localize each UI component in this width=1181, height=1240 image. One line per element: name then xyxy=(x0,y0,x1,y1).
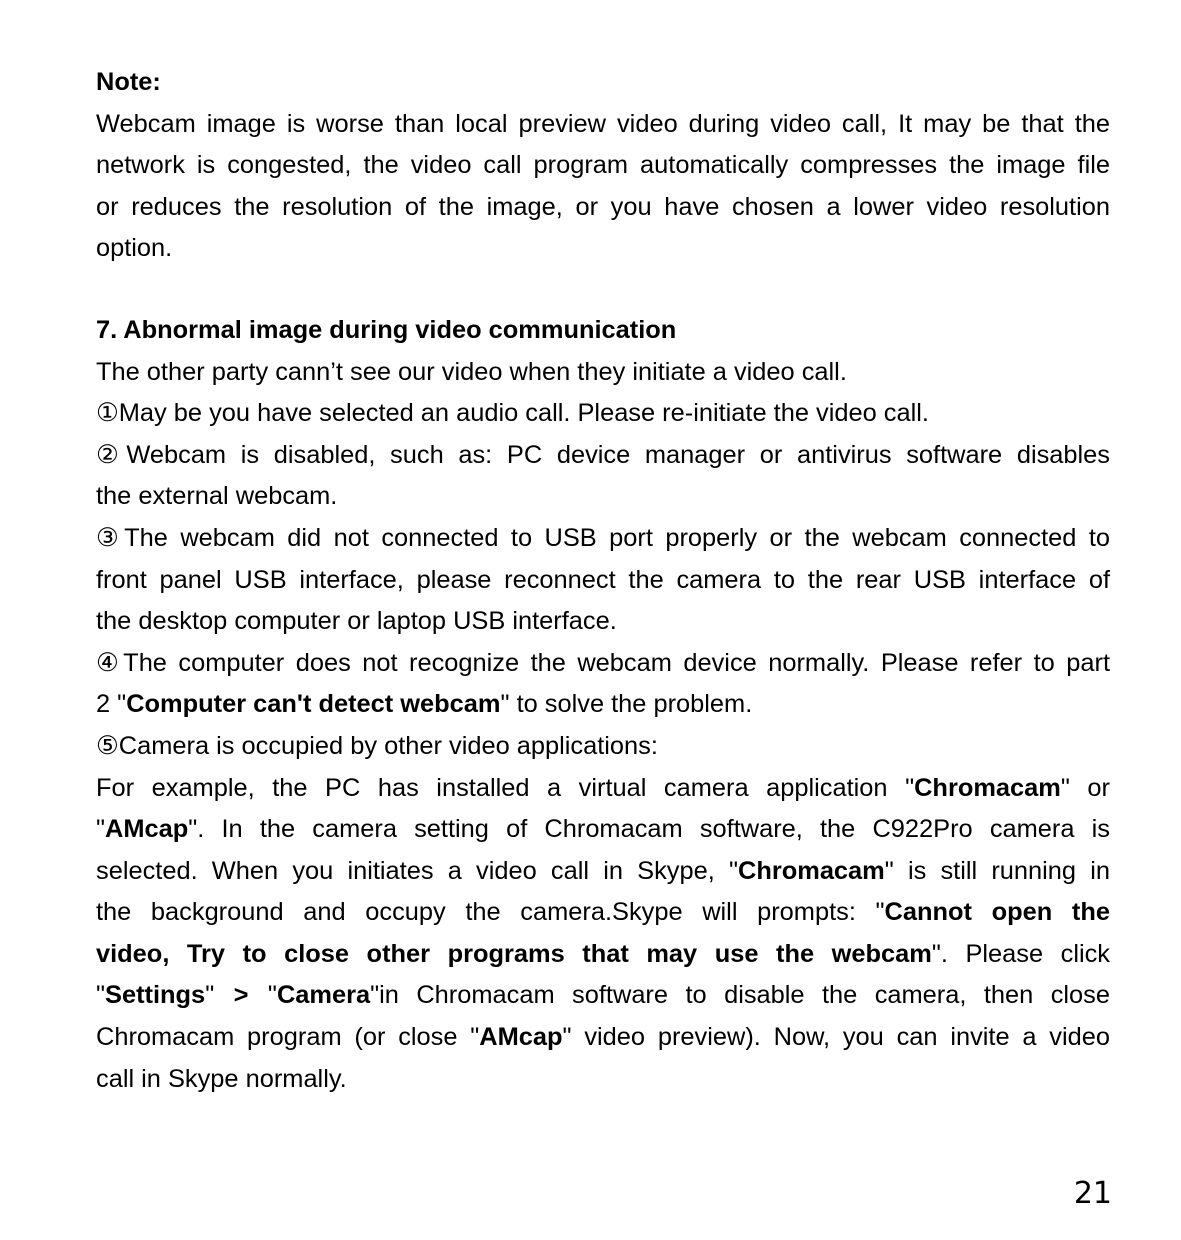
emphasis-text: video, Try to close other programs that may use the webcam xyxy=(96,939,932,968)
note-line-1: Webcam image is worse than local preview video during video call, It may be that the xyxy=(96,109,1110,138)
list-item-4-line-2: 2 "Computer can't detect webcam" to solve the problem. xyxy=(96,690,753,719)
emphasis-text: Cannot open the xyxy=(884,898,1110,927)
list-item-5-intro: ⑤Camera is occupied by other video applications: xyxy=(96,731,658,760)
emphasis-text: AMcap xyxy=(479,1023,563,1052)
list-item-4-line-1: ④The computer does not recognize the webcam device normally. Please refer to part xyxy=(96,648,1110,677)
emphasis-text: AMcap xyxy=(105,815,189,844)
emphasis-text: Computer can't detect webcam xyxy=(126,690,501,719)
example-line-6: "Settings" > "Camera"in Chromacam software to disable the camera, then close xyxy=(96,975,1110,1017)
emphasis-text: Chromacam xyxy=(914,773,1061,802)
page-number: 21 xyxy=(1073,1176,1112,1211)
arrow-separator: > xyxy=(233,981,249,1010)
emphasis-text: Chromacam xyxy=(738,856,885,885)
list-item-3-line-1: ③The webcam did not connected to USB port properly or the webcam connected to xyxy=(96,523,1110,552)
list-item-3-line-2: front panel USB interface, please reconnect the camera to the rear USB interface of xyxy=(96,565,1110,594)
section-intro: The other party cann’t see our video when they initiate a video call. xyxy=(96,357,847,386)
note-title: Note: xyxy=(96,68,161,96)
example-line-2: "AMcap". In the camera setting of Chromacam software, the C922Pro camera is xyxy=(96,815,1110,844)
document-page xyxy=(96,62,1110,1100)
example-line-1: For example, the PC has installed a virtual camera application "Chromacam" or xyxy=(96,773,1110,802)
emphasis-text: Camera xyxy=(276,981,371,1010)
note-line-2: network is congested, the video call program automatically compresses the image file xyxy=(96,151,1110,180)
example-line-7: Chromacam program (or close "AMcap" video preview). Now, you can invite a video xyxy=(96,1023,1110,1052)
paragraph-gap xyxy=(96,270,1110,310)
list-item-2-line-2: the external webcam. xyxy=(96,482,338,511)
example-line-4: the background and occupy the camera.Skype will prompts: "Cannot open the xyxy=(96,898,1110,927)
example-line-8: call in Skype normally. xyxy=(96,1064,347,1093)
list-item-3-line-3: the desktop computer or laptop USB interface. xyxy=(96,607,617,636)
note-line-3: or reduces the resolution of the image, or you have chosen a lower video resolution xyxy=(96,192,1110,221)
list-item-1: ①May be you have selected an audio call. Please re-initiate the video call. xyxy=(96,399,929,428)
list-item-2-line-1: ②Webcam is disabled, such as: PC device manager or antivirus software disables xyxy=(96,440,1110,469)
example-line-3: selected. When you initiates a video call in Skype, "Chromacam" is still running in xyxy=(96,856,1111,885)
emphasis-text: Settings xyxy=(105,981,206,1010)
example-line-5: video, Try to close other programs that may use the webcam". Please click xyxy=(96,939,1110,968)
note-line-4: option. xyxy=(96,234,173,263)
section-heading: 7. Abnormal image during video communication xyxy=(96,315,677,344)
